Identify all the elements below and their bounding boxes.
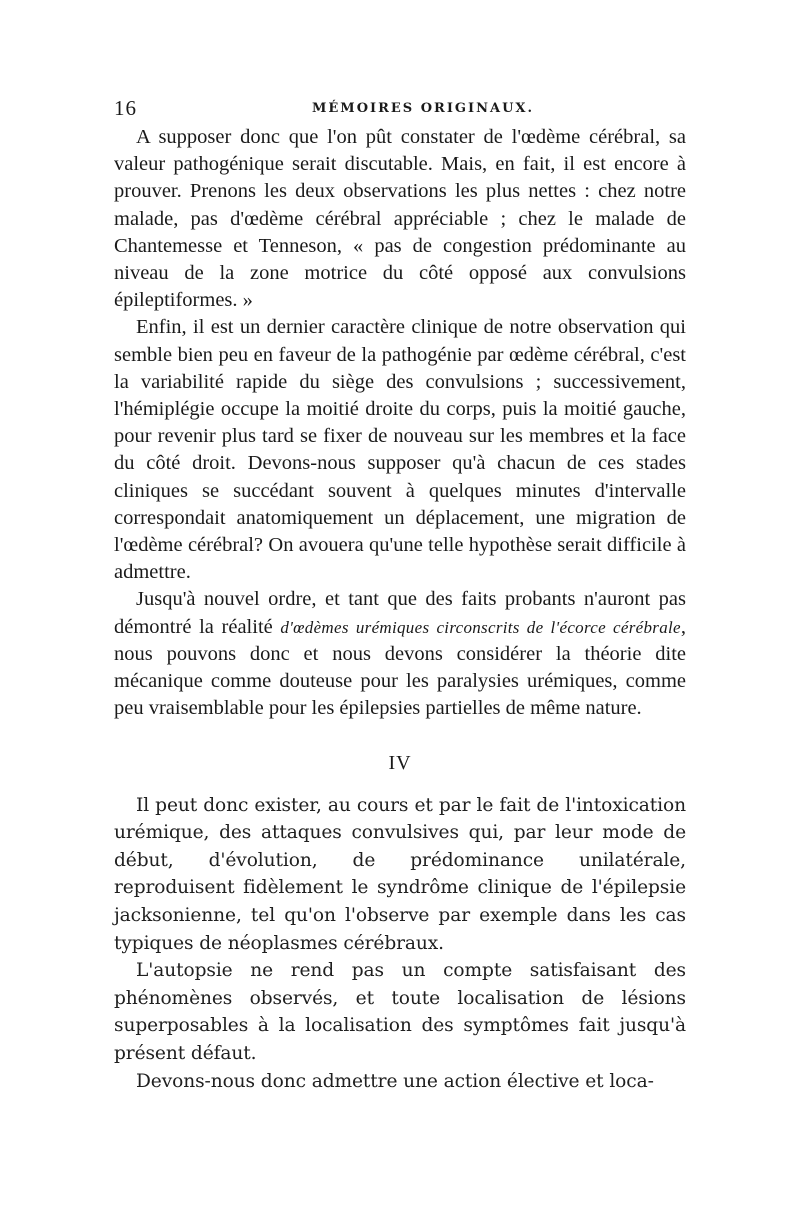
- paragraph-3: [114, 586, 686, 722]
- paragraph-3-text-before: Jusqu'à nouvel ordre, et tant que des faits probants n'auront pas démontré la réalité: [114, 588, 686, 638]
- running-title: MÉMOIRES ORIGINAUX.: [312, 101, 535, 116]
- page-header: [114, 96, 686, 124]
- paragraph-3-emphasis: d'œdèmes urémiques circonscrits de l'écorce cérébrale: [280, 617, 681, 637]
- paragraph-3-text-after: , nous pouvons donc et nous devons considérer la théorie dite mécanique comme douteuse pour les paralysies urémiques, comme peu vraisemblable pour les épilepsies partielles de même nature.: [114, 615, 686, 720]
- page-number: 16: [114, 96, 137, 120]
- paragraph-1: A supposer donc que l'on pût constater de l'œdème cérébral, sa valeur pathogénique serait discutable. Mais, en fait, il est encore à prouver. Prenons les deux observations les plus nettes : chez notre malade, pas d'œdème cérébral appréciable ; chez le malade de Chantemesse et Tenneson, « pas de congestion prédominante au niveau de la zone motrice du côté opposé aux convulsions épileptiformes. »: [114, 126, 686, 312]
- page-body: [114, 124, 686, 1095]
- section-paragraph-1: Il peut donc exister, au cours et par le fait de l'intoxication urémique, des attaques convulsives qui, par leur mode de début, d'évolution, de prédominance unilatérale, reproduisent fidèlement le syndrôme clinique de l'épilepsie jacksonienne, tel qu'on l'observe par exemple dans les cas typiques de néoplasmes cérébraux.: [114, 794, 686, 954]
- section-paragraph-2: L'autopsie ne rend pas un compte satisfaisant des phénomènes observés, et toute localisation de lésions superposables à la localisation des symptômes fait jusqu'à présent défaut.: [114, 960, 686, 1065]
- section-paragraph-3: Devons-nous donc admettre une action élective et loca-: [136, 1070, 654, 1092]
- section-iv-content: [114, 792, 686, 1096]
- section-heading: IV: [388, 752, 412, 775]
- paragraph-2: Enfin, il est un dernier caractère clinique de notre observation qui semble bien peu en faveur de la pathogénie par œdème cérébral, c'est la variabilité rapide du siège des convulsions ; successivement, l'hémiplégie occupe la moitié droite du corps, puis la moitié gauche, pour revenir plus tard se fixer de nouveau sur les membres et la face du côté droit. Devons-nous supposer qu'à chacun de ces stades cliniques se succédant souvent à quelques minutes d'intervalle correspondait anatomiquement un déplacement, une migration de l'œdème cérébral? On avouera qu'une telle hypothèse serait difficile à admettre.: [114, 316, 686, 584]
